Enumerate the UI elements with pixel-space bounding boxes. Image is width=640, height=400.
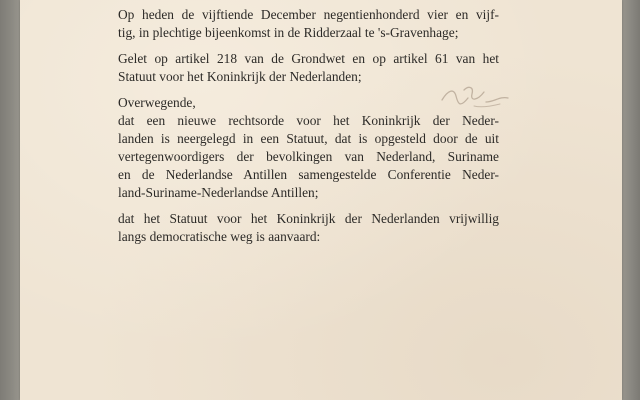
pencil-mark <box>438 80 518 116</box>
text-line: en de Nederlandse Antillen samengestelde Conferentie Neder- <box>118 167 499 182</box>
text-line: langs democratische weg is aanvaard: <box>118 229 321 244</box>
document-page <box>20 0 622 400</box>
document-body <box>118 6 499 254</box>
backdrop-left <box>0 0 20 400</box>
text-line: dat het Statuut voor het Koninkrijk der Nederlanden vrijwillig <box>118 211 499 226</box>
paragraph-vrijwillig <box>118 210 499 246</box>
text-line: Op heden de vijftiende December negentienhonderd vier en vijf- <box>118 7 499 22</box>
text-line: Overwegende, <box>118 95 196 110</box>
paragraph-date <box>118 6 499 42</box>
text-line: land-Suriname-Nederlandse Antillen; <box>118 185 319 200</box>
text-line: vertegenwoordigers der bevolkingen van Nederland, Suriname <box>118 149 499 164</box>
text-line: Gelet op artikel 218 van de Grondwet en op artikel 61 van het <box>118 51 499 66</box>
text-line: Statuut voor het Koninkrijk der Nederlanden; <box>118 69 362 84</box>
text-line: dat een nieuwe rechtsorde voor het Koninkrijk der Neder- <box>118 113 499 128</box>
backdrop-right <box>622 0 640 400</box>
text-line: tig, in plechtige bijeenkomst in de Ridderzaal te 's-Gravenhage; <box>118 25 459 40</box>
text-line: landen is neergelegd in een Statuut, dat is opgesteld door de uit <box>118 131 499 146</box>
